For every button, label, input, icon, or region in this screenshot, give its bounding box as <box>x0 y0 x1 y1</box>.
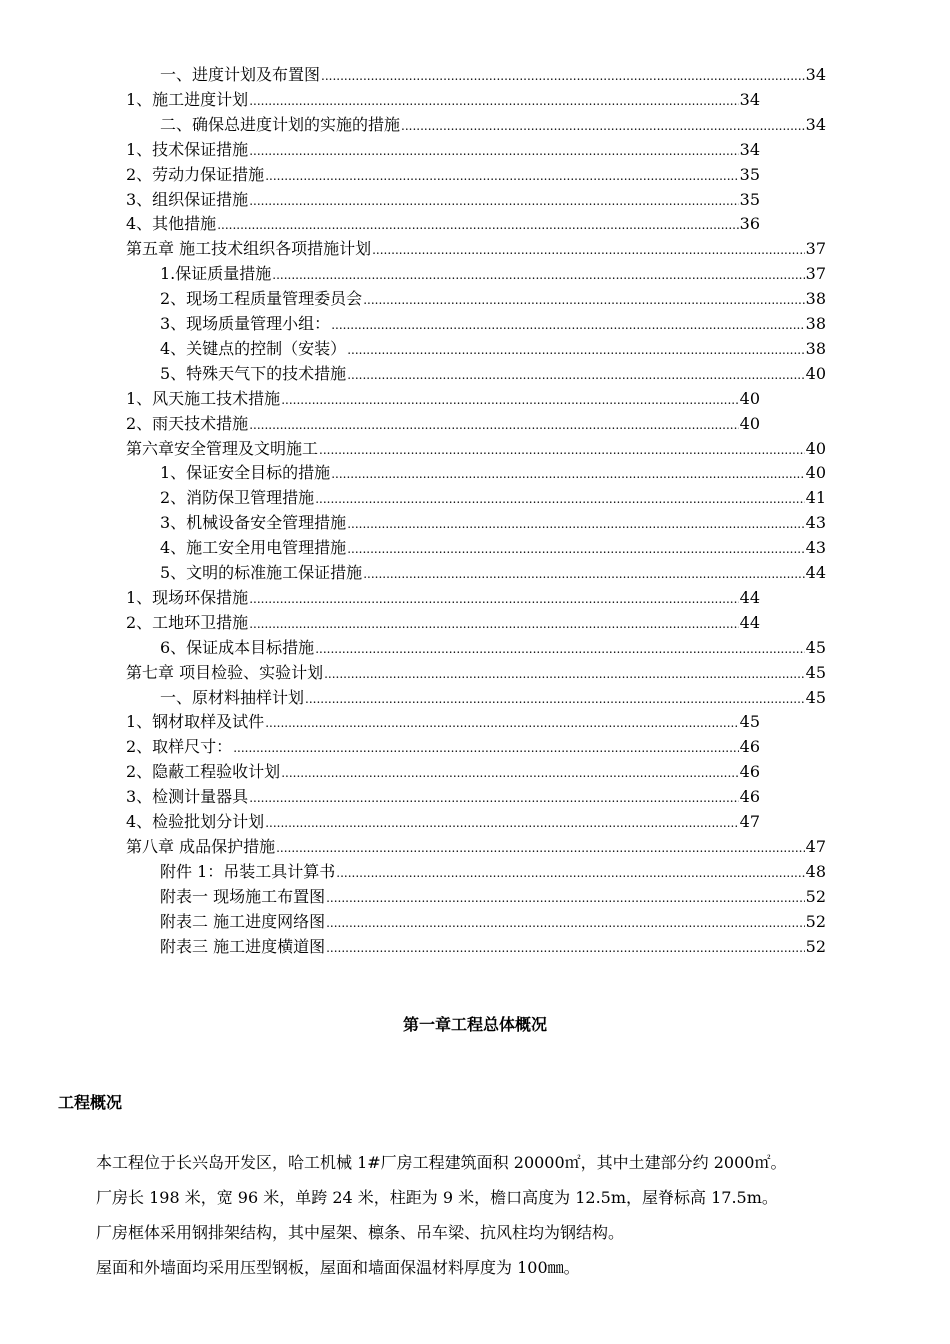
toc-dot-leader <box>276 836 805 861</box>
chapter-title: 第一章工程总体概况 <box>402 1015 547 1034</box>
body-paragraph: 厂房框体采用钢排架结构，其中屋架、檩条、吊车梁、抗风柱均为钢结构。 <box>96 1223 625 1242</box>
toc-entry[interactable] <box>126 660 826 685</box>
toc-entry[interactable] <box>126 834 826 859</box>
toc-dot-leader <box>249 612 738 637</box>
toc-entry-title: 2、劳动力保证措施 <box>126 164 265 184</box>
toc-entry[interactable] <box>126 137 760 162</box>
toc-page-number: 38 <box>805 289 826 309</box>
toc-entry-title: 2、现场工程质量管理委员会 <box>160 289 363 309</box>
toc-entry[interactable] <box>126 709 760 734</box>
toc-entry-title: 1、技术保证措施 <box>126 139 249 159</box>
toc-entry[interactable] <box>160 485 826 510</box>
toc-page-number: 45 <box>739 712 760 732</box>
toc-page-number: 52 <box>805 911 826 931</box>
toc-entry[interactable] <box>160 685 826 710</box>
toc-page-number: 40 <box>805 463 826 483</box>
toc-dot-leader <box>319 438 805 463</box>
toc-dot-leader <box>336 861 804 886</box>
toc-page-number: 40 <box>805 363 826 383</box>
toc-entry[interactable] <box>126 610 760 635</box>
toc-entry-title: 4、其他措施 <box>126 214 217 234</box>
toc-entry-title: 1.保证质量措施 <box>160 264 272 284</box>
toc-dot-leader <box>326 886 805 911</box>
toc-dot-leader <box>321 64 805 89</box>
toc-dot-leader <box>265 164 738 189</box>
toc-dot-leader <box>249 139 738 164</box>
toc-page-number: 34 <box>805 114 826 134</box>
toc-entry[interactable] <box>126 809 760 834</box>
toc-dot-leader <box>281 761 738 786</box>
toc-entry[interactable] <box>126 236 826 261</box>
toc-entry-title: 2、消防保卫管理措施 <box>160 488 315 508</box>
toc-dot-leader <box>249 587 738 612</box>
toc-page-number: 40 <box>739 413 760 433</box>
toc-page-number: 46 <box>739 787 760 807</box>
toc-entry[interactable] <box>160 884 826 909</box>
toc-page-number: 41 <box>805 488 826 508</box>
toc-entry-title: 5、特殊天气下的技术措施 <box>160 363 347 383</box>
body-paragraph: 厂房长 198 米，宽 96 米，单跨 24 米，柱距为 9 米，檐口高度为 12.5m，屋脊标高 17.5m。 <box>96 1188 778 1207</box>
toc-entry[interactable] <box>160 560 826 585</box>
body-paragraph: 本工程位于长兴岛开发区，哈工机械 1#厂房工程建筑面积 20000㎡，其中土建部分约 2000㎡。 <box>96 1153 787 1172</box>
toc-entry-title: 4、关键点的控制（安装） <box>160 338 347 358</box>
toc-page-number: 37 <box>805 264 826 284</box>
section-title: 工程概况 <box>58 1093 123 1112</box>
toc-entry[interactable] <box>160 112 826 137</box>
toc-dot-leader <box>249 89 738 114</box>
toc-entry-title: 一、进度计划及布置图 <box>160 65 321 84</box>
toc-page-number: 45 <box>805 637 826 657</box>
toc-dot-leader <box>249 413 738 438</box>
toc-entry[interactable] <box>126 759 760 784</box>
toc-entry[interactable] <box>160 510 826 535</box>
toc-entry[interactable] <box>160 934 826 959</box>
toc-dot-leader <box>265 711 738 736</box>
toc-entry[interactable] <box>160 460 826 485</box>
toc-dot-leader <box>363 562 804 587</box>
toc-page-number: 45 <box>805 662 826 682</box>
toc-page-number: 34 <box>739 139 760 159</box>
toc-page-number: 52 <box>805 936 826 956</box>
toc-entry[interactable] <box>126 187 760 212</box>
toc-page-number: 35 <box>739 189 760 209</box>
toc-entry[interactable] <box>126 211 760 236</box>
toc-entry-title: 附表三 施工进度横道图 <box>160 936 326 956</box>
toc-dot-leader <box>326 911 805 936</box>
toc-page-number: 44 <box>739 587 760 607</box>
toc-entry-title: 第七章 项目检验、实验计划 <box>126 662 324 682</box>
toc-page-number: 35 <box>739 164 760 184</box>
toc-dot-leader <box>233 736 738 761</box>
toc-dot-leader <box>249 189 738 214</box>
body-paragraph: 屋面和外墙面均采用压型钢板，屋面和墙面保温材料厚度为 100㎜。 <box>96 1258 580 1277</box>
toc-page-number: 40 <box>739 388 760 408</box>
toc-entry-title: 1、风天施工技术措施 <box>126 388 281 408</box>
toc-entry-title: 2、雨天技术措施 <box>126 413 249 433</box>
toc-entry[interactable] <box>160 286 826 311</box>
toc-page-number: 34 <box>805 65 826 84</box>
toc-page-number: 36 <box>739 214 760 234</box>
toc-entry-title: 2、工地环卫措施 <box>126 612 249 632</box>
toc-entry-title: 1、钢材取样及试件 <box>126 712 265 732</box>
toc-entry-title: 6、保证成本目标措施 <box>160 637 315 657</box>
toc-entry[interactable] <box>160 311 826 336</box>
toc-entry[interactable] <box>160 261 826 286</box>
toc-entry-title: 附表一 现场施工布置图 <box>160 886 326 906</box>
toc-dot-leader <box>331 462 804 487</box>
toc-entry[interactable] <box>126 411 760 436</box>
toc-dot-leader <box>372 238 805 263</box>
toc-page-number: 43 <box>805 513 826 533</box>
toc-entry-title: 1、保证安全目标的措施 <box>160 463 331 483</box>
toc-entry-title: 附表二 施工进度网络图 <box>160 911 326 931</box>
toc-page-number: 34 <box>739 89 760 109</box>
toc-dot-leader <box>331 313 804 338</box>
toc-dot-leader <box>315 487 804 512</box>
toc-entry-title: 3、组织保证措施 <box>126 189 249 209</box>
toc-dot-leader <box>401 114 805 139</box>
toc-entry[interactable] <box>126 162 760 187</box>
toc-page-number: 46 <box>739 737 760 757</box>
toc-entry[interactable] <box>126 87 760 112</box>
toc-dot-leader <box>281 388 738 413</box>
toc-page-number: 52 <box>805 886 826 906</box>
toc-entry[interactable] <box>126 436 826 461</box>
toc-dot-leader <box>363 288 804 313</box>
toc-entry-title: 第八章 成品保护措施 <box>126 836 276 856</box>
toc-page-number: 45 <box>805 687 826 707</box>
toc-page-number: 40 <box>805 438 826 458</box>
toc-dot-leader <box>217 213 738 238</box>
toc-page-number: 48 <box>805 861 826 881</box>
toc-dot-leader <box>347 537 804 562</box>
toc-entry[interactable] <box>126 784 760 809</box>
toc-dot-leader <box>272 263 804 288</box>
toc-dot-leader <box>315 637 804 662</box>
toc-entry[interactable] <box>160 909 826 934</box>
toc-entry[interactable] <box>126 386 760 411</box>
toc-dot-leader <box>324 662 805 687</box>
toc-dot-leader <box>326 936 805 961</box>
toc-entry[interactable] <box>160 535 826 560</box>
toc-dot-leader <box>249 786 738 811</box>
toc-entry-title: 一、原材料抽样计划 <box>160 687 305 707</box>
toc-entry-title: 1、现场环保措施 <box>126 587 249 607</box>
toc-entry-title: 2、隐蔽工程验收计划 <box>126 762 281 782</box>
toc-page-number: 47 <box>805 836 826 856</box>
toc-entry-title: 1、施工进度计划 <box>126 89 249 109</box>
toc-entry-title: 5、文明的标准施工保证措施 <box>160 563 363 582</box>
toc-page-number: 38 <box>805 314 826 333</box>
toc-entry[interactable] <box>160 361 826 386</box>
toc-page-number: 47 <box>739 812 760 831</box>
toc-entry-title: 二、确保总进度计划的实施的措施 <box>160 114 401 134</box>
toc-entry-title: 4、检验批划分计划 <box>126 812 265 831</box>
toc-entry-title: 附件 1：吊装工具计算书 <box>160 861 336 881</box>
toc-entry-title: 2、取样尺寸： <box>126 737 233 757</box>
toc-entry-title: 第五章 施工技术组织各项措施计划 <box>126 239 372 259</box>
toc-entry-title: 3、机械设备安全管理措施 <box>160 513 347 533</box>
toc-entry-title: 第六章安全管理及文明施工 <box>126 438 319 458</box>
toc-entry[interactable] <box>126 585 760 610</box>
toc-entry-title: 4、施工安全用电管理措施 <box>160 538 347 558</box>
toc-page-number: 46 <box>739 762 760 782</box>
toc-dot-leader <box>305 687 805 712</box>
toc-page-number: 44 <box>805 563 826 582</box>
toc-entry-title: 3、检测计量器具 <box>126 787 249 807</box>
toc-dot-leader <box>347 363 804 388</box>
toc-dot-leader <box>347 338 804 363</box>
toc-page-number: 37 <box>805 239 826 259</box>
toc-entry[interactable] <box>160 635 826 660</box>
toc-entry[interactable] <box>160 336 826 361</box>
toc-page-number: 44 <box>739 612 760 632</box>
toc-entry[interactable] <box>126 734 760 759</box>
toc-entry[interactable] <box>160 62 826 87</box>
toc-dot-leader <box>265 811 738 836</box>
toc-dot-leader <box>347 512 804 537</box>
toc-entry[interactable] <box>160 859 826 884</box>
toc-page-number: 43 <box>805 538 826 558</box>
toc-entry-title: 3、现场质量管理小组： <box>160 314 331 333</box>
toc-page-number: 38 <box>805 338 826 358</box>
